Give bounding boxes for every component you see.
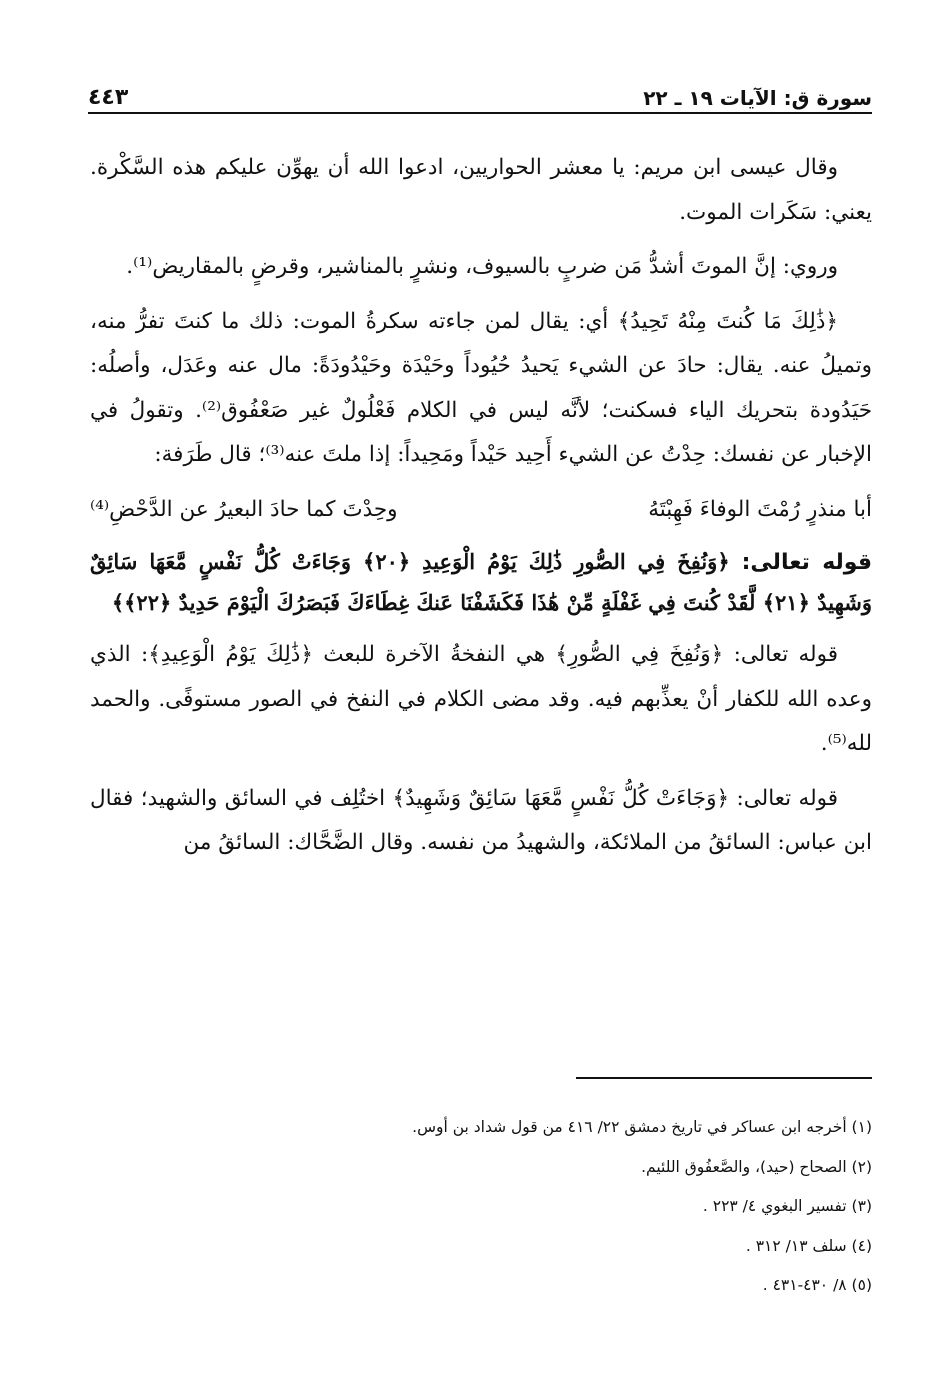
footnote-4: (٤) سلف ١٣/ ٣١٢ . — [745, 1236, 872, 1255]
paragraph-3: ﴿ذَٰلِكَ مَا كُنتَ مِنْهُ تَحِيدُ﴾ أي: يقال لمن جاءته سكرةُ الموت: ذلك ما كنتَ تفرُّ منه، وتميلُ عنه. يقال: حادَ عن الشيء يَحيدُ حُيُوداً وحَيْدَة وحَيْدُودَةً: مال عنه وعَدَل، وأصلُه: حَيَدُودة بتحريك الياء فسكنت؛ لأنَّه ليس في الكلام فَعْلُولٌ غير صَعْفُوق⁽²⁾. وتقولُ في الإخبار عن نفسك: حِدْتُ عن الشيء أَحِيد حَيْداً ومَحِيداً: إذا ملتَ عنه⁽³⁾؛ قال طَرَفة: — [90, 308, 873, 467]
verse-second-hemistich: وحِدْتَ كما حادَ البعيرُ عن الدَّحْضِ⁽⁴⁾ — [90, 496, 398, 522]
verse-first-hemistich: أبا منذرٍ رُمْتَ الوفاءَ فَهِبْتَهُ — [648, 496, 872, 522]
footnote-3: (٣) تفسير البغوي ٤/ ٢٢٣ . — [702, 1197, 872, 1215]
quran-text: ﴿وَنُفِخَ فِي الصُّورِ ذَٰلِكَ يَوْمُ الْوَعِيدِ ﴿٢٠﴾ وَجَاءَتْ كُلُّ نَفْسٍ مَّعَهَا سَائِقٌ وَشَهِيدٌ ﴿٢١﴾ لَّقَدْ كُنتَ فِي غَفْلَةٍ مِّنْ هَٰذَا فَكَشَفْنَا عَنكَ غِطَاءَكَ فَبَصَرُكَ الْيَوْمَ حَدِيدٌ ﴿٢٢﴾﴾ — [90, 549, 872, 615]
footnote-rule — [576, 1077, 872, 1079]
footnote-1: (١) أخرجه ابن عساكر في تاريخ دمشق ٢٢/ ٤١٦ من قول شداد بن أوس. — [412, 1118, 872, 1136]
quran-lead: قوله تعالى: — [741, 550, 873, 575]
paragraph-4: قوله تعالى: ﴿وَنُفِخَ فِي الصُّورِ﴾ هي النفخةُ الآخرة للبعث ﴿ذَٰلِكَ يَوْمُ الْوَعِيدِ﴾: الذي وعده الله للكفار أنْ يعذِّبهم فيه. وقد مضى الكلام في النفخ في الصور مستوفًى. والحمد لله⁽⁵⁾. — [90, 642, 872, 756]
poetry-verse — [90, 488, 872, 533]
running-title: سورة ق: الآيات ١٩ ـ ٢٢ — [643, 86, 872, 110]
paragraph-2: وروي: إنَّ الموتَ أشدُّ مَن ضربٍ بالسيوف، ونشرٍ بالمناشير، وقرضٍ بالمقاريض⁽¹⁾. — [126, 254, 838, 279]
header-rule — [88, 112, 872, 114]
footnotes — [90, 1108, 872, 1306]
footnote-2: (٢) الصحاح (حيد)، والصَّعفُوق اللئيم. — [641, 1157, 872, 1176]
main-text — [90, 146, 872, 876]
paragraph-1: وقال عيسى ابن مريم: يا معشر الحواريين، ادعوا الله أن يهوِّن عليكم هذه السَّكْرة. يعني: سَكَرات الموت. — [90, 155, 872, 225]
paragraph-5: قوله تعالى: ﴿وَجَاءَتْ كُلُّ نَفْسٍ مَّعَهَا سَائِقٌ وَشَهِيدٌ﴾ اختُلِف في السائق والشهيد؛ فقال ابن عباس: السائقُ من الملائكة، والشهيدُ من نفسه. وقال الضَّحَّاك: السائقُ من — [90, 785, 872, 855]
page-number: ٤٤٣ — [88, 85, 129, 110]
quran-verse-block — [90, 542, 872, 623]
page-header — [88, 72, 872, 110]
footnote-5: (٥) ٨/ ٤٣٠-٤٣١ . — [762, 1276, 872, 1294]
